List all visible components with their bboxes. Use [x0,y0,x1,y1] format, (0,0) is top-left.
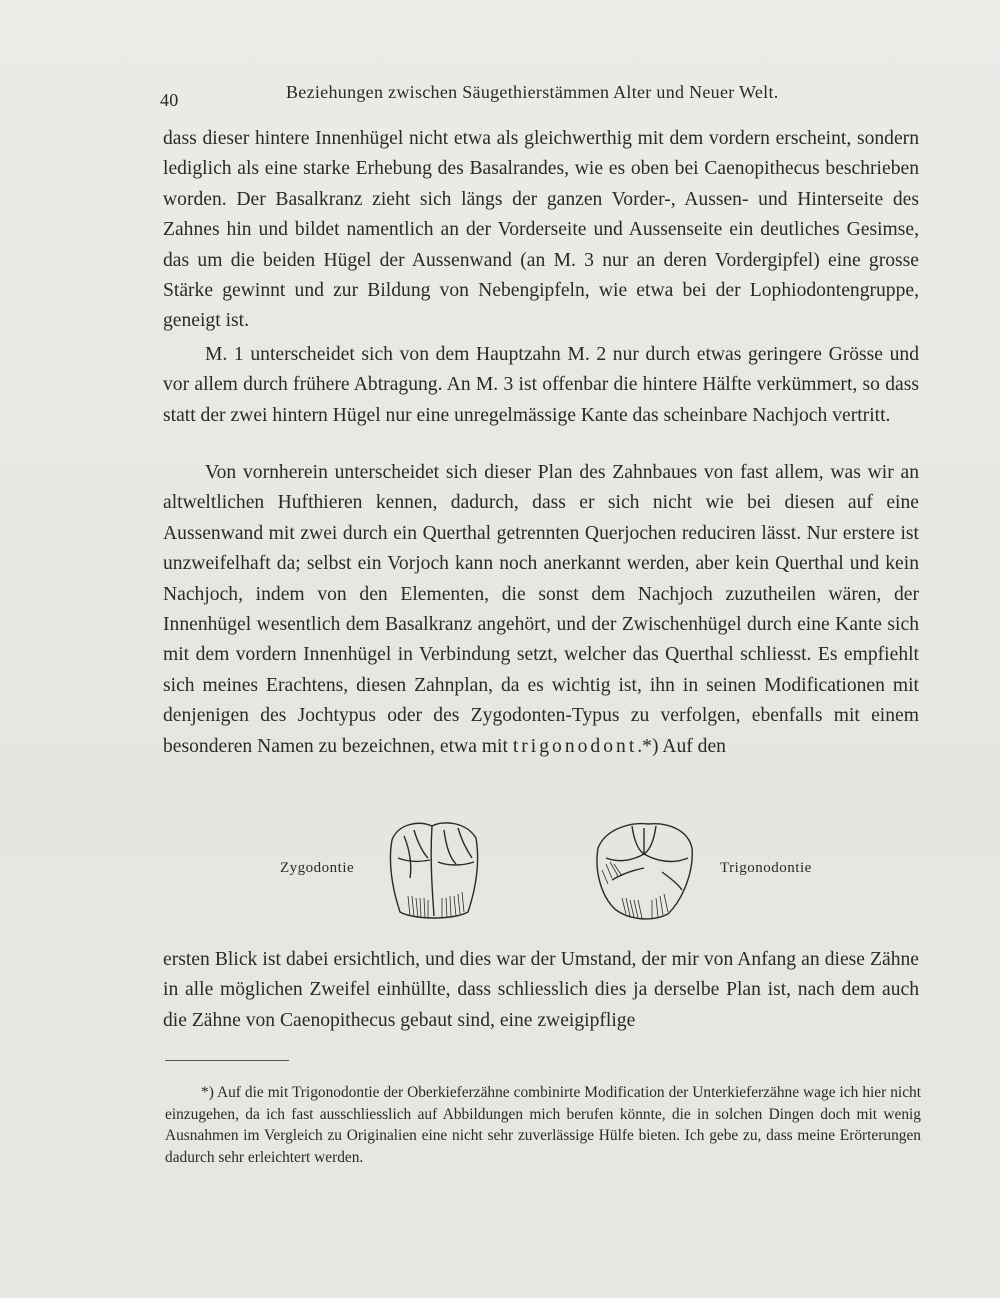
paragraph-3-text: Von vornherein unterscheidet sich dieser Plan des Zahnbaues von fast allem, was wir an altweltlichen Hufthieren kennen, dadurch, dass er sich nicht wie bei diesen auf eine Aussenwand mit zwei durch ein Querthal getrennten Querjochen reduciren lässt. Nur erstere ist unzweifelhaft da; selbst ein Vorjoch kann noch anerkannt werden, aber kein Querthal und kein Nachjoch, indem von den Elementen, die sonst dem Nachjoch zuzutheilen wären, der Innenhügel wesentlich dem Basalkranz angehört, und der Zwischenhügel durch eine Kante sich mit dem vordern Innenhügel in Verbindung setzt, welcher das Querthal schliesst. Es empfiehlt sich meines Erachtens, diesen Zahnplan, da es wichtig ist, ihn in seinen Modificationen mit denjenigen des Jochtypus oder des Zygodonten-Typus zu verfolgen, ebenfalls mit einem besonderen Namen zu bezeichnen, etwa mit [163,462,919,757]
page-header [160,80,800,110]
footnote-divider [165,1060,289,1061]
trigonodont-tooth-drawing [592,818,696,922]
page-number: 40 [160,90,179,110]
footnote-text: Auf die mit Trigonodontie der Oberkieferzähne combinirte Modification der Unterkieferzähne wage ich hier nicht einzugehen, da ich fast ausschliesslich auf Abbildungen mich berufen könnte, die in solchen Dingen doch mit wenig Ausnahmen im Vergleich zu Originalien eine nicht sehr zuverlässige Hülfe bieten. Ich gebe zu, dass meine Erörterungen dadurch sehr erleichtert werden. [165,1084,922,1166]
tooth-figure [160,818,920,930]
figure-label-trigonodontie: Trigonodontie [720,860,812,876]
figure-label-zygodontie: Zygodontie [280,860,355,876]
term-trigonodont: trigonodont [512,735,638,757]
paragraph-4: ersten Blick ist dabei ersichtlich, und dies war der Umstand, der mir von Anfang an diese Zähne in alle möglichen Zweifel einhüllte, dass schliesslich dies ja derselbe Plan ist, nach dem auch die Zähne von Caenopithecus gebaut sind, eine zweigipflige [163,949,919,1031]
paragraph-3-end: .*) Auf den [637,735,726,757]
footnote [165,1082,921,1168]
paragraph-1: dass dieser hintere Innenhügel nicht etwa als gleichwerthig mit dem vordern erscheint, sondern lediglich als eine starke Erhebung des Basalrandes, wie es oben bei Caenopithecus beschrieben worden. Der Basalkranz zieht sich längs der ganzen Vorder-, Aussen- und Hinterseite des Zahnes hin und bildet namentlich an der Vorderseite und Aussenseite ein deutliches Gesimse, das um die beiden Hügel der Aussenwand (an M. 3 nur an deren Vordergipfel) eine grosse Stärke gewinnt und zur Bildung von Nebengipfeln, wie etwa bei der Lophiodontengruppe, geneigt ist. [163,128,919,332]
paragraph-3 [163,458,919,762]
paragraph-2: M. 1 unterscheidet sich von dem Hauptzahn M. 2 nur durch etwas geringere Grösse und vor allem durch frühere Abtragung. An M. 3 ist offenbar die hintere Hälfte verkümmert, so dass statt der zwei hintern Hügel nur eine unregelmässige Kante das scheinbare Nachjoch vertritt. [163,344,919,426]
zygodont-tooth-drawing [384,818,484,922]
footnote-mark: *) [201,1084,214,1101]
running-title: Beziehungen zwischen Säugethierstämmen Alter und Neuer Welt. [286,82,779,102]
